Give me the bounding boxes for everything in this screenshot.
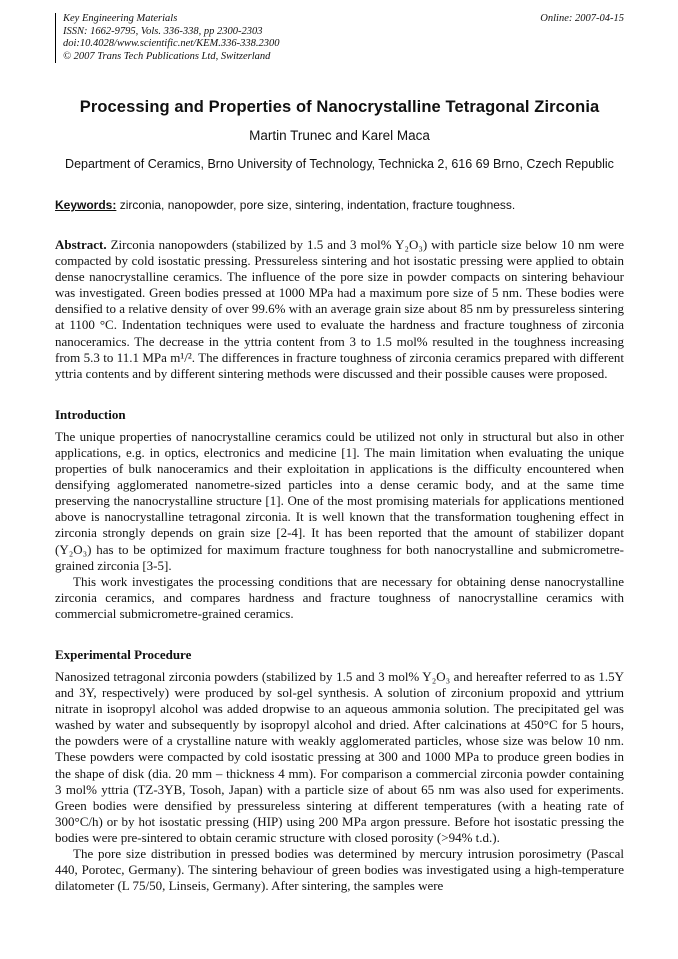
journal-title: Key Engineering Materials (63, 13, 178, 24)
keywords-text: zirconia, nanopowder, pore size, sintering, indentation, fracture toughness. (116, 198, 516, 212)
journal-issn-line: ISSN: 1662-9795, Vols. 336-338, pp 2300-2303 (63, 25, 263, 37)
keywords-line (55, 198, 624, 212)
abstract-text: Zirconia nanopowders (stabilized by 1.5 and 3 mol% Y₂O₃) with particle size below 10 nm were compacted by cold isostatic pressing. Pressureless sintering and hot isostatic pressing were applied to obtain dense nanocrystalline ceramics. The influence of the pore size in powder compacts on sintering behaviour was investigated. Green bodies pressed at 1000 MPa had a maximum pore size of 5 nm. These bodies were densified to a relative density of over 99.6% with an average grain size about 85 nm by pressureless sintering at 1100 °C. Indentation techniques were used to evaluate the hardness and fracture toughness of zirconia nanoceramics. The decrease in the yttria content from 3 to 1.5 mol% resulted in the toughness increasing from 5.3 to 11.1 MPa m¹/². The differences in fracture toughness of zirconia ceramics prepared with different yttria contents and by different sintering methods were discussed and their possible causes were proposed. (55, 237, 624, 381)
section-heading-introduction: Introduction (55, 406, 126, 422)
journal-info-block (55, 13, 280, 63)
abstract-label: Abstract. (55, 237, 107, 252)
introduction-paragraph-1: The unique properties of nanocrystalline ceramics could be utilized not only in structural but also in other applications, e.g. in optics, electronics and medicine [1]. The main limitation when evaluating the unique properties of bulk nanoceramics and their exploitation in applications is the difficulty encountered when densifying agglomerated nanometre-sized particles into a dense ceramic body, and at the same time preserving the nanocrystalline structure [1]. One of the most promising materials for applications mentioned above is nanocrystalline tetragonal zirconia. It is well known that the transformation toughening effect in zirconia strongly depends on grain size [2-4]. It has been reported that the amount of stabilizer dopant (Y₂O₃) has to be optimized for maximum fracture toughness for both nanocrystalline and submicrometre-grained zirconia [3-5]. (55, 428, 624, 573)
paper-authors: Martin Trunec and Karel Maca (249, 128, 430, 143)
introduction-paragraph-2: This work investigates the processing conditions that are necessary for obtaining dense nanocrystalline zirconia ceramics, and compares hardness and fracture toughness of nanocrystalline ceramics with commercial submicrometre-grained ceramics. (55, 573, 624, 621)
paper-affiliation: Department of Ceramics, Brno University of Technology, Technicka 2, 616 69 Brno, Czech Republic (65, 157, 614, 171)
experimental-paragraph-1: Nanosized tetragonal zirconia powders (stabilized by 1.5 and 3 mol% Y₂O₃ and hereafter referred to as 1.5Y and 3Y, respectively) were produced by sol-gel synthesis. A solution of zirconium propoxid and yttrium nitrate in isopropyl alcohol was added dropwise to an aqueous ammonia solution. The precipitated gel was washed by water and subsequently by isopropyl alcohol and dried. After calcinations at 450°C for 5 hours, the powders were of a crystalline nature with weakly agglomerated particles, whose size was below 10 nm. These powders were compacted by cold isostatic pressing at 300 and 1000 MPa to produce green bodies in the shape of disk (dia. 20 mm – thickness 4 mm). For comparison a commercial zirconia powder containing 3 mol% yttria (TZ-3YB, Tosoh, Japan) with a particle size of about 65 nm was also used for experiments. Green bodies were densified by pressureless sintering at different temperatures (with a heating rate of 300°C/h) or by hot isostatic pressing (HIP) using 200 MPa argon pressure. Before hot isostatic pressing the bodies were pre-sintered to obtain ceramic structure with closed porosity (>94% t.d.). (55, 668, 624, 845)
journal-doi-line: doi:10.4028/www.scientific.net/KEM.336-338.2300 (63, 38, 280, 49)
abstract-paragraph (55, 237, 624, 382)
section-heading-experimental-procedure: Experimental Procedure (55, 646, 192, 662)
paper-title: Processing and Properties of Nanocrystalline Tetragonal Zirconia (79, 98, 600, 116)
journal-header (55, 13, 624, 63)
keywords-label: Keywords: (55, 198, 117, 212)
online-date: Online: 2007-04-15 (540, 13, 624, 24)
experimental-paragraph-2: The pore size distribution in pressed bodies was determined by mercury intrusion porosimetry (Pascal 440, Porotec, Germany). The sintering behaviour of green bodies was investigated using a high-temperature dilatometer (L 75/50, Linseis, Germany). After sintering, the samples were (55, 846, 624, 894)
journal-copyright-line: © 2007 Trans Tech Publications Ltd, Switzerland (63, 50, 271, 62)
